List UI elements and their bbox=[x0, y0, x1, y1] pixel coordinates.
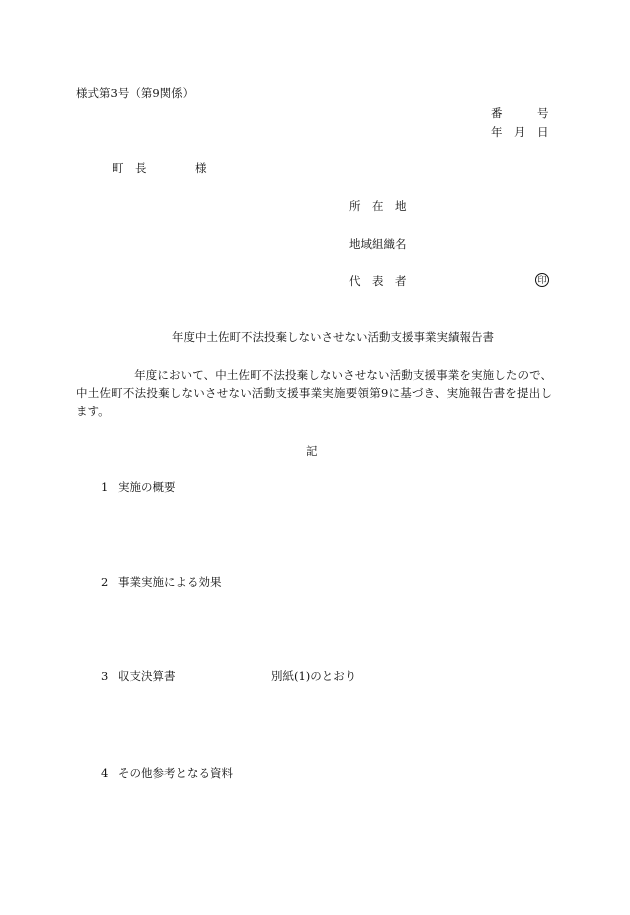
item-label: その他参考となる資料 bbox=[118, 766, 233, 780]
item-label: 実施の概要 bbox=[118, 480, 176, 494]
representative-label: 代 表 者 bbox=[349, 274, 407, 288]
seal-mark: 印 bbox=[535, 273, 549, 287]
form-id: 様式第3号（第9関係） bbox=[76, 86, 195, 100]
item-label: 収支決算書 bbox=[118, 669, 176, 683]
item-note: 別紙(1)のとおり bbox=[271, 669, 357, 683]
addressee-town-head: 町 長 bbox=[112, 161, 147, 175]
address-label: 所 在 地 bbox=[349, 199, 407, 213]
item-number: 3 bbox=[101, 669, 109, 683]
document-title: 年度中土佐町不法投棄しないさせない活動支援事業実績報告書 bbox=[172, 330, 494, 344]
item-label: 事業実施による効果 bbox=[118, 575, 222, 589]
item-number: 4 bbox=[101, 766, 109, 780]
body-paragraph: 年度において、中土佐町不法投棄しないさせない活動支援事業を実施したので、中土佐町不法投棄しないさせない活動支援事業実施要領第9に基づき、実施報告書を提出します。 bbox=[76, 368, 552, 418]
date-label: 年 月 日 bbox=[491, 125, 549, 139]
org-name-label: 地域組織名 bbox=[349, 237, 407, 251]
ki-heading: 記 bbox=[306, 444, 318, 458]
item-number: 2 bbox=[101, 575, 109, 589]
item-number: 1 bbox=[101, 480, 109, 494]
addressee-honorific: 様 bbox=[195, 161, 207, 175]
number-label: 番 号 bbox=[491, 106, 549, 120]
